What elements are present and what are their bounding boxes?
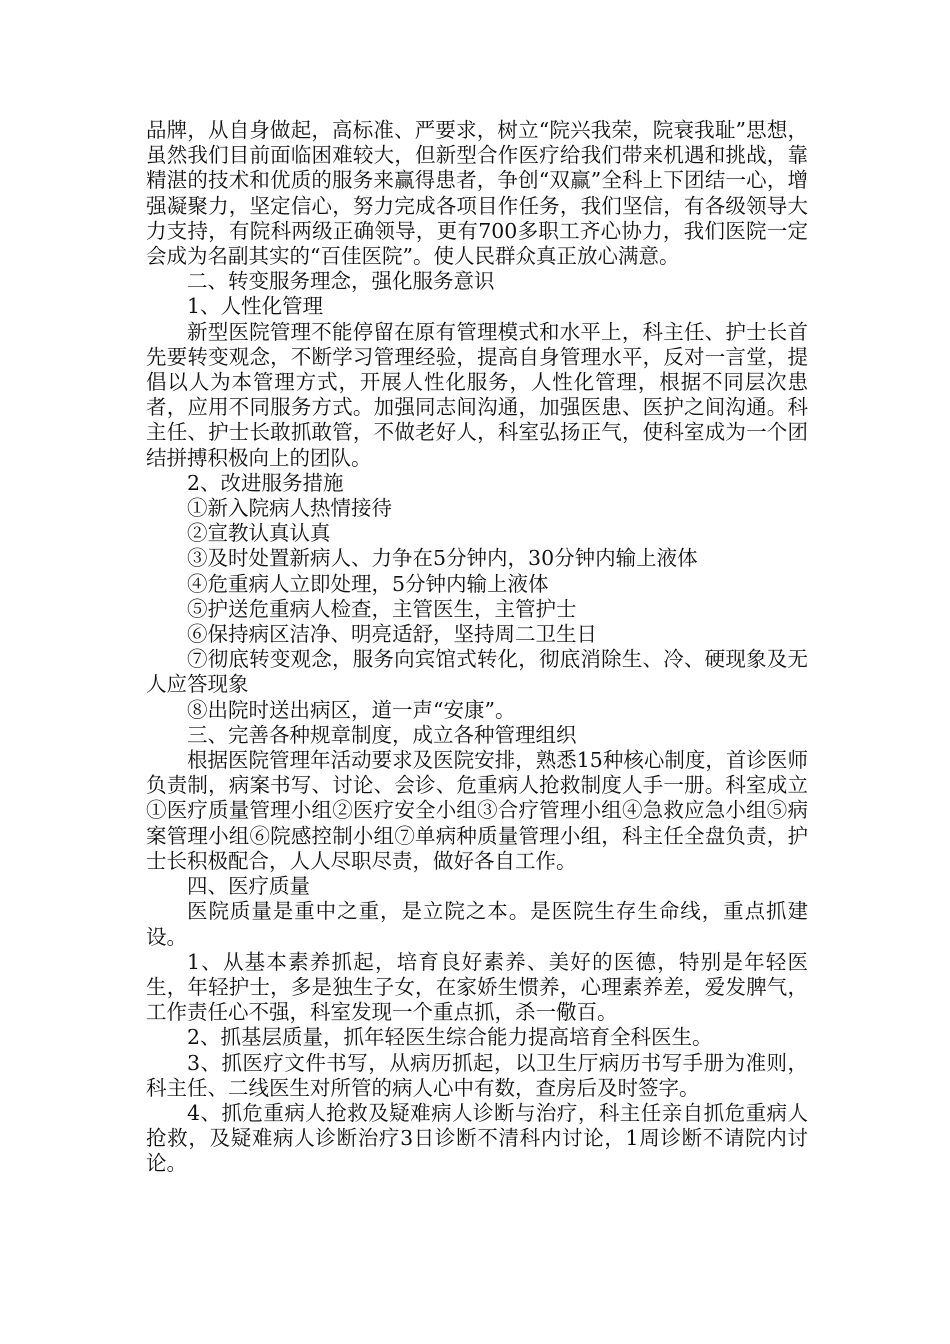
paragraph-quality-intro: 医院质量是重中之重，是立院之本。是医院生存生命线，重点抓建设。 [146, 899, 808, 949]
paragraph-quality-item: 1、从基本素养抓起，培育良好素养、美好的医德，特别是年轻医生，年轻护士，多是独生子女，在家娇生惯养，心理素养差，爱发脾气，工作责任心不强，科室发现一个重点抓，杀一儆百。 [146, 949, 808, 1025]
list-item: ①新入院病人热情接待 [187, 496, 392, 521]
section-heading-rules: 三、完善各种规章制度，成立各种管理组织 [187, 722, 577, 747]
document-body [146, 118, 808, 1177]
list-item: ⑦彻底转变观念，服务向宾馆式转化，彻底消除生、冷、硬现象及无人应答现象 [146, 647, 808, 697]
paragraph-continuation: 品牌，从自身做起，高标准、严要求，树立“院兴我荣，院衰我耻”思想，虽然我们目前面临困难较大，但新型合作医疗给我们带来机遇和挑战，靠精湛的技术和优质的服务来赢得患者，争创“双赢”全科上下团结一心，增强凝聚力，坚定信心，努力完成各项目作任务，我们坚信，有各级领导大力支持，有院科两级正确领导，更有700多职工齐心协力，我们医院一定会成为名副其实的“百佳医院”。使人民群众真正放心满意。 [146, 118, 808, 269]
paragraph-quality-item: 4、抓危重病人抢救及疑难病人诊断与治疗，科主任亲自抓危重病人抢救，及疑难病人诊断治疗3日诊断不清科内讨论，1周诊断不请院内讨论。 [146, 1100, 808, 1176]
paragraph-quality-item: 2、抓基层质量，抓年轻医生综合能力提高培育全科医生。 [187, 1025, 713, 1050]
subheading-humanized-management: 1、人性化管理 [187, 294, 324, 319]
paragraph-rules: 根据医院管理年活动要求及医院安排，熟悉15种核心制度，首诊医师负责制，病案书写、讨论、会诊、危重病人抢救制度人手一册。科室成立①医疗质量管理小组②医疗安全小组③合疗管理小组④急救应急小组⑤病案管理小组⑥院感控制小组⑦单病种质量管理小组，科主任全盘负责，护士长积极配合，人人尽职尽责，做好各自工作。 [146, 748, 808, 873]
list-item: ②宣教认真认真 [187, 521, 331, 546]
paragraph-quality-item: 3、抓医疗文件书写，从病历抓起，以卫生厅病历书写手册为准则，科主任、二线医生对所管的病人心中有数，查房后及时签字。 [146, 1050, 808, 1100]
section-heading-medical-quality: 四、医疗质量 [187, 874, 310, 899]
list-item: ⑧出院时送出病区，道一声“安康”。 [187, 697, 516, 722]
list-item: ⑤护送危重病人检查，主管医生，主管护士 [187, 596, 577, 621]
paragraph-management: 新型医院管理不能停留在原有管理模式和水平上，科主任、护士长首先要转变观念，不断学习管理经验，提高自身管理水平，反对一言堂，提倡以人为本管理方式，开展人性化服务，人性化管理，根据不同层次患者，应用不同服务方式。加强同志间沟通，加强医患、医护之间沟通。科主任、护士长敢抓敢管，不做老好人，科室弘扬正气，使科室成为一个团结拼搏积极向上的团队。 [146, 319, 808, 470]
subheading-service-measures: 2、改进服务措施 [187, 470, 344, 495]
section-heading-service-concept: 二、转变服务理念，强化服务意识 [187, 269, 495, 294]
list-item: ⑥保持病区洁净、明亮适舒，坚持周二卫生日 [187, 622, 597, 647]
list-item: ④危重病人立即处理，5分钟内输上液体 [187, 571, 549, 596]
list-item: ③及时处置新病人、力争在5分钟内，30分钟内输上液体 [187, 546, 698, 571]
